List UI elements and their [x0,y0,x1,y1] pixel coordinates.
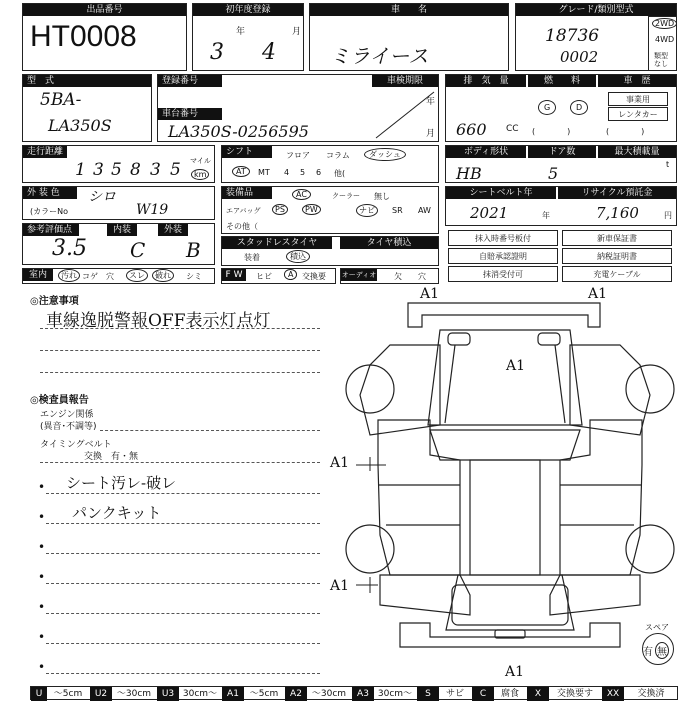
color-no: W19 [136,202,169,218]
grade-code-1: 18736 [545,26,600,46]
doc-plate: 抹入時番号板付 [448,230,558,246]
bullet-5: • [38,600,46,614]
model-code: LA350S [48,116,112,135]
interior-grade-label: 内装 [107,224,137,236]
vehicle-name-label: 車 名 [310,4,508,16]
bullet-2: • [38,510,46,524]
first-reg-month: 4 [262,40,276,65]
report-item-1: シート汚レ-破レ [66,474,177,492]
legend-code-c: C [472,687,494,701]
interior-stain: 汚れ [58,269,80,282]
damage-left-door: A1 [330,455,350,471]
spare-yes: 有 [643,647,653,658]
chassis-number: LA350S-0256595 [168,122,309,141]
mileage-d3: 8 [130,160,141,180]
legend-desc-a1: ～5cm [249,689,279,699]
audio-missing: 欠 [394,272,402,281]
fw-replace: 交換要 [302,272,326,281]
notes-line-3 [40,372,320,373]
shift-mt: MT [258,168,270,177]
equip-airbag: エアバッグ [226,207,261,215]
history-other-paren: ( ) [606,127,645,136]
load-label: 最大積載量 [598,146,676,158]
damage-front-right: A1 [588,286,608,302]
report-line-1 [46,493,320,494]
report-item-2: パンクキット [72,504,162,522]
report-line-7 [46,673,320,674]
fw-label: F W [222,269,246,281]
engine-line [100,430,320,431]
damage-left-rear: A1 [330,578,350,594]
cc-unit: CC [506,124,519,134]
report-line-6 [46,643,320,644]
bullet-1: • [38,480,46,494]
fw-a: A [284,269,297,280]
legend-desc-a3: 30cm～ [377,689,413,699]
seatbelt-year-unit: 年 [542,211,550,220]
equip-navi: ナビ [356,204,378,217]
legend-code-a3: A3 [352,687,374,701]
legend-desc-s: サビ [445,689,464,699]
damage-mark-lines [350,455,390,595]
first-registration-label: 初年度登録 [193,4,303,16]
load-unit: t [666,160,670,169]
score-value: 3.5 [52,236,87,261]
mileage-label: 走行距離 [23,146,67,158]
timing-label: タイミングベルト [40,440,112,450]
legend-desc-xx: 交換済 [637,689,665,699]
fuel-other-paren: ( ) [532,127,571,136]
grade-label: グレード/類別型式 [516,4,676,16]
spare-no: 無 [655,642,669,659]
gear-5: 5 [300,168,306,177]
shift-dash: ダッシュ [364,148,406,161]
displacement-value: 660 [456,120,487,139]
legend-desc-c: 腐食 [500,689,519,699]
report-line-3 [46,553,320,554]
legend-desc-u3: 30cm～ [182,689,218,699]
notes-title: ◎注意事項 [30,296,79,307]
bullet-6: • [38,630,46,644]
doc-warranty: 新車保証書 [562,230,672,246]
legend-desc-a2: ～30cm [311,689,347,699]
inspection-year-label: 年 [426,97,436,107]
inspection-slash [372,88,438,141]
history-rental: レンタカー [608,107,668,121]
equip-pw: PW [302,204,321,215]
equip-aw: AW [418,206,431,215]
damage-rear: A1 [505,664,525,680]
damage-hood: A1 [506,358,526,374]
doors-label: ドア数 [528,146,596,158]
audio-hole: 穴 [418,272,426,281]
mileage-d0: 1 [75,160,86,180]
interior-hole: 穴 [106,272,114,281]
report-line-4 [46,583,320,584]
damage-front-left: A1 [420,286,440,302]
legend-desc-u: ～5cm [53,689,83,699]
inspection-label: 車検期限 [372,75,438,87]
seatbelt-label: シートベルト年 [446,187,556,199]
tire-load-label: タイヤ積込 [340,237,438,249]
equip-ac: AC [292,189,311,200]
legend-code-a1: A1 [222,687,244,701]
legend-code-u3: U3 [157,687,179,701]
displacement-label: 排 気 量 [446,75,526,87]
doc-cancel: 抹消受付可 [448,266,558,282]
equip-cooler: クーラー [332,192,360,200]
recycle-unit: 円 [664,211,672,220]
legend-desc-x: 交換要す [556,689,593,699]
interior-scuff: スレ [126,269,148,282]
interior-burn: コゲ [82,272,98,281]
timing-opts: 交換 有・無 [84,452,139,462]
legend-code-u2: U2 [90,687,112,701]
exterior-grade: B [186,238,201,262]
legend-code-s: S [417,687,439,701]
shift-label: シフト [222,146,272,158]
studless-label: スタッドレスタイヤ [222,237,332,249]
drive-4wd: 4WD [655,35,675,44]
model-label: 型 式 [23,75,151,87]
score-label: 参考評価点 [23,224,79,236]
notes-line-1 [40,328,320,329]
color-value: シロ [88,189,116,205]
interior-grade: C [130,238,146,262]
legend-code-xx: XX [602,687,624,701]
studless-mounted: 装着 [244,253,260,262]
gear-6: 6 [316,168,322,177]
shift-column: コラム [326,151,350,160]
history-business: 事業用 [608,92,668,106]
bullet-7: • [38,660,46,674]
drive-2wd: 2WD [652,18,677,29]
registration-label: 登録番号 [158,75,222,87]
mileage-d5: 5 [170,160,181,180]
report-title: ◎検査員報告 [30,395,89,406]
model-prefix: 5BA- [40,90,82,110]
doors-count: 5 [548,164,559,183]
interior-spot: シミ [186,272,202,281]
equip-ps: PS [272,204,288,215]
history-label: 車 歴 [598,75,676,87]
interior-label: 室内 [23,269,53,281]
km-unit: km [191,169,209,180]
gear-other: 他( [334,169,346,178]
doc-tax: 納税証明書 [562,248,672,264]
recycle-label: リサイクル預託金 [558,187,676,199]
month-label: 月 [292,27,302,37]
equip-none: 無し [374,192,390,201]
equipment-label: 装備品 [222,187,272,199]
fuel-diesel: D [570,100,588,115]
drive-none: 類型なし [654,52,668,68]
notes-text: 車線逸脱警報OFF表示灯点灯 [46,311,271,331]
lot-number: HT0008 [30,20,137,53]
exterior-grade-label: 外装 [158,224,188,236]
year-label: 年 [236,27,246,37]
studless-loaded: 積込 [286,250,310,263]
body-type: HB [456,164,482,183]
engine-label: エンジン関係 [40,410,94,420]
mileage-d1: 3 [93,160,104,180]
spare-label: スペア [645,623,669,632]
engine-sub: (異音･不調等) [40,422,97,432]
body-label: ボディ形状 [446,146,526,158]
doc-insurance: 自賠承認證明 [448,248,558,264]
legend-code-a2: A2 [285,687,307,701]
audio-label: オーディオ [341,271,377,279]
report-line-2 [46,523,320,524]
mileage-d2: 5 [111,160,122,180]
equip-other: その他（ [226,222,258,231]
equip-sr: SR [392,206,403,215]
chassis-label: 車台番号 [158,108,222,120]
bullet-4: • [38,570,46,584]
color-label: 外 装 色 [23,187,77,199]
first-reg-year: 3 [210,40,224,65]
fuel-gasoline: G [538,100,556,115]
timing-line [40,462,320,463]
legend-desc-u2: ～30cm [116,689,152,699]
fw-crack: ヒビ [256,272,272,281]
report-line-5 [46,613,320,614]
doc-charge-cable: 充電ケーブル [562,266,672,282]
gear-4: 4 [284,168,290,177]
grade-code-2: 0002 [560,48,599,66]
notes-line-2 [40,350,320,351]
legend-code-x: X [527,687,549,701]
mile-unit: マイル [190,157,211,165]
inspection-month-label: 月 [426,129,436,139]
fuel-label: 燃 料 [528,75,596,87]
shift-at: AT [232,166,250,177]
legend-code-u: U [31,687,47,701]
bullet-3: • [38,540,46,554]
color-no-label: (カラーNo [30,207,68,216]
seatbelt-year: 2021 [470,204,509,222]
recycle-amount: 7,160 [596,204,639,222]
interior-tear: 破れ [152,269,174,282]
vehicle-name: ミライース [330,44,429,68]
lot-number-label: 出品番号 [23,4,186,16]
mileage-d4: 3 [150,160,161,180]
shift-floor: フロア [286,151,310,160]
